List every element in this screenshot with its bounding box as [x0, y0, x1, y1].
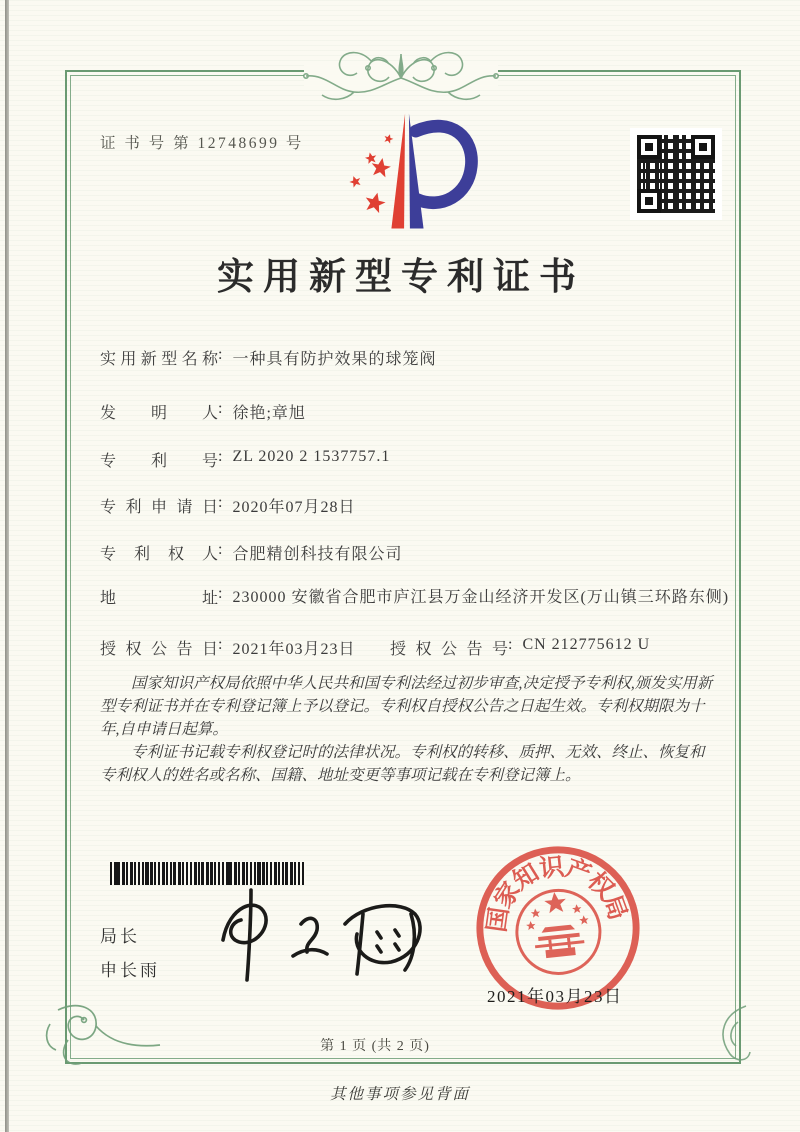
seal-char: 知	[508, 859, 544, 896]
field-colon: :	[218, 448, 223, 465]
signer-name: 申长雨	[100, 961, 160, 980]
field-colon: :	[218, 541, 223, 558]
field-label: 专利权人	[100, 546, 218, 563]
bottom-right-flourish-ornament-icon	[702, 1000, 760, 1066]
seal-char: 局	[597, 891, 632, 924]
field-value: 2020年07月28日	[232, 499, 356, 516]
qr-finder-bottom-left-icon	[637, 189, 661, 213]
field-label: 专利号	[100, 453, 218, 470]
qr-finder-top-right-icon	[691, 135, 715, 159]
field-application-date	[100, 494, 355, 517]
legal-paragraph: 国家知识产权局依照中华人民共和国专利法经过初步审查,决定授予专利权,颁发实用新型专利证书并在专利登记簿上予以登记。专利权自授权公告之日起生效。专利权期限为十年,自申请日起算。	[100, 675, 713, 738]
signer-block	[100, 920, 160, 988]
field-grant-number	[390, 636, 650, 659]
seal-char: 国	[483, 905, 514, 934]
field-utility-model-name	[100, 346, 436, 369]
field-value: 2021年03月23日	[232, 641, 356, 658]
field-value: 合肥精创科技有限公司	[232, 546, 403, 563]
field-label: 专利申请日	[100, 499, 218, 516]
field-colon: :	[218, 585, 223, 602]
field-value: 230000 安徽省合肥市庐江县万金山经济开发区(万山镇三环路东侧)	[232, 589, 730, 606]
scan-page-edge	[5, 0, 9, 1132]
field-colon: :	[508, 636, 513, 653]
cnipa-logo	[334, 106, 480, 238]
back-side-note: 其他事项参见背面	[329, 1086, 470, 1103]
field-label: 地址	[100, 590, 218, 607]
page-number-info: 第 1 页 (共 2 页)	[320, 1039, 430, 1054]
field-value: ZL 2020 2 1537757.1	[232, 448, 391, 465]
field-label: 授权公告日	[100, 641, 218, 658]
seal-char: 识	[538, 853, 566, 884]
qr-code	[630, 128, 722, 220]
signer-title: 局长	[100, 927, 140, 946]
legal-text-block	[100, 672, 716, 787]
qr-finder-top-left-icon	[637, 135, 661, 159]
field-colon: :	[218, 400, 223, 417]
field-inventors	[100, 400, 306, 423]
field-label: 实用新型名称	[100, 351, 218, 368]
certificate-number: 证 书 号 第 12748699 号	[100, 135, 304, 152]
field-label: 授权公告号	[390, 641, 508, 658]
field-grant-date	[100, 636, 355, 659]
field-patentee	[100, 541, 402, 564]
field-value: 一种具有防护效果的球笼阀	[232, 351, 437, 368]
seal-date: 2021年03月23日	[487, 987, 623, 1006]
field-colon: :	[218, 494, 223, 511]
seal-char: 家	[489, 877, 526, 914]
field-value: 徐艳;章旭	[232, 405, 306, 422]
seal-char: 产	[562, 854, 595, 889]
field-address	[100, 585, 732, 610]
field-patent-number	[100, 448, 390, 471]
field-value: CN 212775612 U	[522, 636, 651, 653]
seal-char: 权	[582, 867, 619, 904]
national-emblem-icon	[513, 886, 604, 977]
field-label: 发明人	[100, 405, 218, 422]
commissioner-signature	[205, 880, 435, 988]
field-colon: :	[218, 636, 223, 653]
field-colon: :	[218, 346, 223, 363]
legal-paragraph: 专利证书记载专利权登记时的法律状况。专利权的转移、质押、无效、终止、恢复和专利权人的姓名或名称、国籍、地址变更等事项记载在专利登记簿上。	[100, 744, 705, 784]
certificate-title: 实用新型专利证书	[217, 257, 585, 298]
